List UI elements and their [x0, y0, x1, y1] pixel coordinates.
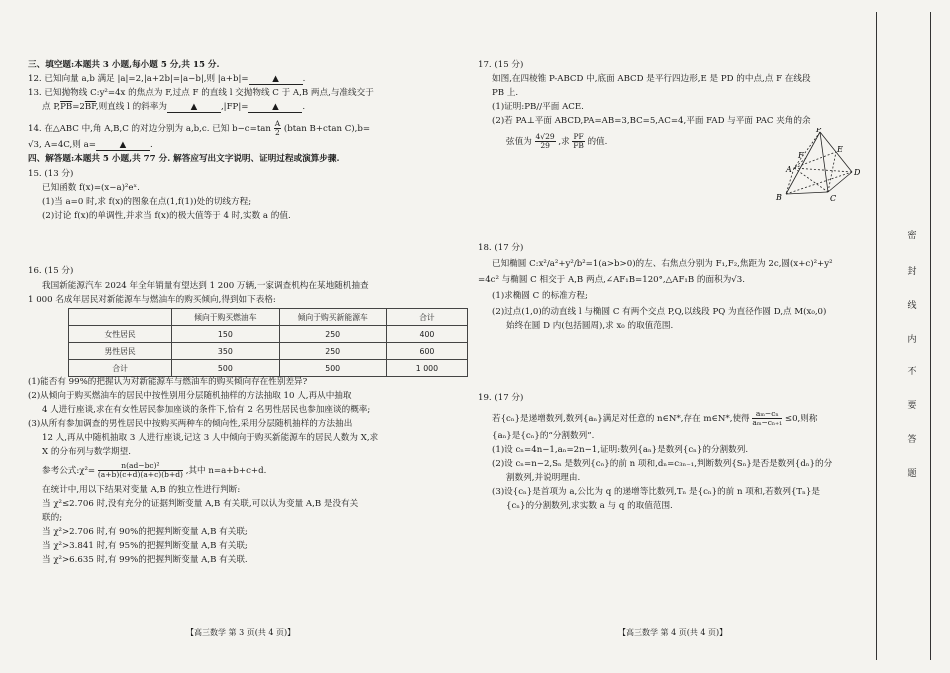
question-19-part3-cont: {cₙ}的分割数列,求实数 a 与 q 的取值范围.	[506, 501, 673, 511]
question-12: 12. 已知向量 a,b 满足 |a|=2,|a+2b|=|a−b|,则 |a+b|= ▲ .	[28, 74, 306, 84]
seal-char: 要	[907, 401, 917, 411]
seal-char: 线	[907, 301, 917, 311]
table-row: 女性居民 150 250 400	[69, 326, 468, 343]
margin-line-left	[876, 12, 877, 660]
reference-line: 当 χ²>2.706 时,有 90%的把握判断变量 A,B 有关联;	[42, 527, 248, 537]
question-16-stem1: 我国新能源汽车 2024 年全年销量有望达到 1 200 万辆,一家调查机构在某地随机抽查	[42, 281, 369, 291]
question-13-line2: 点 $P,\overline{PB}=2\overline{BF}$,则直线 l 的斜率为 ▲ ,|FP|= ▲ .	[42, 102, 306, 112]
section-3-header: 三、填空题:本题共 3 小题,每小题 5 分,共 15 分.	[28, 60, 220, 70]
question-16-part2-a: (2)从倾向于购买燃油车的居民中按性别用分层随机抽样的方法抽取 10 人,再从中抽取	[28, 391, 352, 401]
question-18-stem2: =4c² 与椭圆 C 相交于 A,B 两点,∠AF₁B=120°,△AF₁B 的面积为√3.	[478, 275, 745, 285]
question-14-line1: 14. 在△ABC 中,角 A,B,C 的对边分别为 a,b,c. 已知 b−c=tan $\frac{A}{2}$ (btan B+ctan C),b=	[28, 119, 371, 137]
answer-blank: ▲	[249, 74, 303, 85]
reference-formula: 参考公式:χ²= $\frac{\text{n(ad−bc)²}}{(a+b)(c+d)(a+c)(b+d)}$ ,其中 n=a+b+c+d.	[42, 461, 267, 479]
table-row: 合计 500 500 1 000	[69, 360, 468, 377]
answer-blank: ▲	[248, 102, 302, 113]
question-15-stem: 已知函数 f(x)=(x−a)²eˣ.	[42, 183, 140, 193]
question-15-heading: 15. (13 分)	[28, 169, 74, 179]
reference-line: 当 χ²≤2.706 时,没有充分的证据判断变量 A,B 有关联,可以认为变量 A,B 是没有关	[42, 499, 359, 509]
survey-table	[68, 308, 468, 377]
reference-line: 联的;	[42, 513, 63, 523]
question-16-stem2: 1 000 名成年居民对新能源车与燃油车的购买倾向,得到如下表格:	[28, 295, 276, 305]
question-16-part3-a: (3)从所有参加调查的男性居民中按购买两种车的倾向性,采用分层随机抽样的方法抽出	[28, 419, 353, 429]
fig-label-b: B	[776, 193, 782, 202]
reference-line: 在统计中,用以下结果对变量 A,B 的独立性进行判断:	[42, 485, 241, 495]
seal-char: 内	[907, 335, 917, 345]
question-18-stem1: 已知椭圆 C:x²/a²+y²/b²=1(a>b>0)的左、右焦点分别为 F₁,F₂,焦距为 2c,圆(x+c)²+y²	[492, 259, 833, 269]
question-18-part2-cont: 始终在圆 D 内(包括圆周),求 x₀ 的取值范围.	[506, 321, 674, 331]
question-16-part2-b: 4 人进行座谈,求在有女性居民参加座谈的条件下,恰有 2 名男性居民也参加座谈的概率;	[42, 405, 371, 415]
question-16-heading: 16. (15 分)	[28, 266, 74, 276]
fig-label-e: E	[837, 145, 843, 154]
margin-line-right	[930, 12, 931, 660]
question-17-stem2: PB 上.	[492, 88, 519, 98]
table-row: 男性居民 350 250 600	[69, 343, 468, 360]
table-header-row: 倾向于购买燃油车 倾向于购买新能源车 合计	[69, 309, 468, 326]
seal-char: 密	[907, 231, 917, 241]
question-19-stem1: 若{cₙ}是递增数列,数列{aₙ}满足对任意的 n∈N*,存在 m∈N*,使得 $\frac{\text{aₘ−cₙ}}{\text{aₘ−cₙ₊₁}}$ ≤0,则称	[492, 409, 818, 427]
question-14-line2: √3, A=4C,则 a= ▲ .	[28, 140, 153, 150]
reference-line: 当 χ²>3.841 时,有 95%的把握判断变量 A,B 有关联;	[42, 541, 248, 551]
question-17-stem1: 如图,在四棱锥 P-ABCD 中,底面 ABCD 是平行四边形,E 是 PD 的中点,点 F 在线段	[492, 74, 811, 84]
question-18-part1: (1)求椭圆 C 的标准方程;	[492, 291, 588, 301]
question-17-part1: (1)证明:PB//平面 ACE.	[492, 102, 584, 112]
section-4-header: 四、解答题:本题共 5 小题,共 77 分. 解答应写出文字说明、证明过程或演算步骤.	[28, 154, 340, 164]
page-4-footer: 【高三数学 第 4 页(共 4 页)】	[618, 628, 728, 637]
seal-char: 题	[907, 469, 917, 479]
page-3-footer: 【高三数学 第 3 页(共 4 页)】	[186, 628, 296, 637]
question-19-heading: 19. (17 分)	[478, 393, 524, 403]
question-19-part3: (3)设{cₙ}是首项为 a,公比为 q 的递增等比数列,Tₙ 是{cₙ}的前 n 项和,若数列{Tₙ}是	[492, 487, 820, 497]
question-17-part2-cont: 弦值为 $\frac{4√29}{29}$ ,求 $\frac{PF}{FB}$ 的值.	[506, 132, 608, 150]
question-15-part2: (2)讨论 f(x)的单调性,并求当 f(x)的极大值等于 4 时,实数 a 的值.	[42, 211, 291, 221]
question-19-stem2: {aₙ}是{cₙ}的“分割数列”.	[492, 431, 595, 441]
fig-label-f: F	[798, 151, 804, 160]
question-19-part2-cont: 割数列,并说明理由.	[506, 473, 581, 483]
question-16-part3-c: X 的分布列与数学期望.	[42, 447, 131, 457]
question-16-part3-b: 12 人,再从中随机抽取 3 人进行座谈,记这 3 人中倾向于购买新能源车的居民人数为 X,求	[42, 433, 379, 443]
question-16-part1: (1)能否有 99%的把握认为对新能源车与燃油车的购买倾向存在性别差异?	[28, 377, 308, 387]
question-19-part2: (2)设 cₙ=n−2,Sₙ 是数列{cₙ}的前 n 项和,dₙ=c₃ₙ₋₁,判断数列{Sₙ}是否是数列{dₙ}的分	[492, 459, 833, 469]
question-18-heading: 18. (17 分)	[478, 243, 524, 253]
question-19-part1: (1)设 cₙ=4n−1,aₙ=2n−1,证明:数列{aₙ}是数列{cₙ}的分割数列.	[492, 445, 749, 455]
reference-line: 当 χ²>6.635 时,有 99%的把握判断变量 A,B 有关联.	[42, 555, 248, 565]
question-17-heading: 17. (15 分)	[478, 60, 524, 70]
question-15-part1: (1)当 a=0 时,求 f(x)的图象在点(1,f(1))处的切线方程;	[42, 197, 252, 207]
seal-char: 不	[907, 367, 917, 377]
seal-char: 封	[907, 267, 917, 277]
question-18-part2: (2)过点(1,0)的动直线 l 与椭圆 C 有两个交点 P,Q,以线段 PQ 为直径作圆 D,点 M(x₀,0)	[492, 307, 827, 317]
answer-blank: ▲	[167, 102, 221, 113]
fig-label-p: P	[816, 128, 822, 134]
question-17-part2: (2)若 PA⊥平面 ABCD,PA=AB=3,BC=5,AC=4,平面 FAD 与平面 PAC 夹角的余	[492, 116, 811, 126]
fig-label-d: D	[854, 168, 861, 177]
question-13-line1: 13. 已知抛物线 C:y²=4x 的焦点为 F,过点 F 的直线 l 交抛物线 C 于 A,B 两点,与准线交于	[28, 88, 374, 98]
fig-label-c: C	[830, 194, 837, 203]
seal-char: 答	[907, 435, 917, 445]
pyramid-figure	[770, 128, 862, 204]
fig-label-a: A	[786, 165, 792, 174]
answer-blank: ▲	[96, 140, 150, 151]
